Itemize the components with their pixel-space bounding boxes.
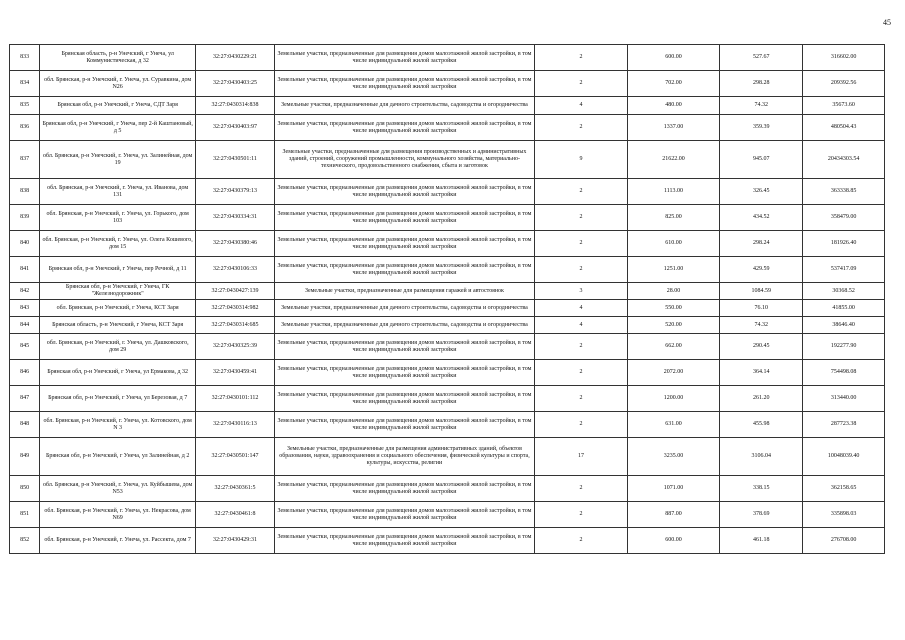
cadastral-number: 32:27:0430361:5	[196, 476, 275, 502]
area-value: 2072.00	[627, 360, 720, 386]
group-number: 17	[535, 438, 628, 476]
specific-value: 261.20	[720, 386, 803, 412]
specific-value: 326.45	[720, 179, 803, 205]
specific-value: 290.45	[720, 334, 803, 360]
address-cell: обл. Брянская, р-н Унечский, г. Унеча, ул. Залинейная, дом 19	[40, 141, 196, 179]
group-number: 3	[535, 283, 628, 300]
cadastral-number: 32:27:0430314:982	[196, 300, 275, 317]
cadastral-value: 10048039.40	[803, 438, 885, 476]
cadastral-value-table	[9, 44, 885, 554]
address-cell: Брянская область, р-н Унечский, г Унеча, КСТ Заря	[40, 317, 196, 334]
address-cell: обл. Брянская, р-н Унечский, г Унеча, КСТ Заря	[40, 300, 196, 317]
cadastral-number: 32:27:0430461:8	[196, 502, 275, 528]
specific-value: 74.32	[720, 317, 803, 334]
land-use-type: Земельные участки, предназначенные для размещения домов малоэтажной жилой застройки, в том числе индивидуальной жилой застройки	[274, 71, 534, 97]
address-cell: Брянская обл, р-н Унечский, г Унеча, ул Березовая, д 7	[40, 386, 196, 412]
table-row	[10, 412, 885, 438]
land-use-type: Земельные участки, предназначенные для размещения гаражей и автостоянок	[274, 283, 534, 300]
row-number: 834	[10, 71, 40, 97]
row-number: 833	[10, 45, 40, 71]
group-number: 2	[535, 205, 628, 231]
cadastral-number: 32:27:0430427:139	[196, 283, 275, 300]
group-number: 2	[535, 502, 628, 528]
table-row	[10, 360, 885, 386]
table-row	[10, 45, 885, 71]
table-row	[10, 317, 885, 334]
table-row	[10, 115, 885, 141]
address-cell: обл. Брянская, р-н Унечский, г. Унеча, ул. Олега Кошевого, дом 15	[40, 231, 196, 257]
land-use-type: Земельные участки, предназначенные для размещения домов малоэтажной жилой застройки, в том числе индивидуальной жилой застройки	[274, 115, 534, 141]
cadastral-number: 32:27:0430379:13	[196, 179, 275, 205]
area-value: 662.00	[627, 334, 720, 360]
cadastral-value: 192277.90	[803, 334, 885, 360]
cadastral-value: 181926.40	[803, 231, 885, 257]
land-use-type: Земельные участки, предназначенные для размещения домов малоэтажной жилой застройки, в том числе индивидуальной жилой застройки	[274, 386, 534, 412]
table-row	[10, 528, 885, 554]
address-cell: обл. Брянская, р-н Унечский, г. Унеча, ул. Дашковского, дом 29	[40, 334, 196, 360]
group-number: 2	[535, 45, 628, 71]
cadastral-value: 313440.00	[803, 386, 885, 412]
row-number: 841	[10, 257, 40, 283]
cadastral-number: 32:27:0430501:147	[196, 438, 275, 476]
cadastral-number: 32:27:0430459:41	[196, 360, 275, 386]
group-number: 9	[535, 141, 628, 179]
address-cell: Брянская обл, р-н Унечский, г Унеча, ул Ермакова, д 32	[40, 360, 196, 386]
group-number: 2	[535, 71, 628, 97]
land-use-type: Земельные участки, предназначенные для размещения домов малоэтажной жилой застройки, в том числе индивидуальной жилой застройки	[274, 412, 534, 438]
area-value: 21622.00	[627, 141, 720, 179]
address-cell: обл. Брянская, р-н Унечский, г. Унеча, ул. Иванова, дом 131	[40, 179, 196, 205]
land-use-type: Земельные участки, предназначенные для размещения домов малоэтажной жилой застройки, в том числе индивидуальной жилой застройки	[274, 528, 534, 554]
cadastral-value: 754498.08	[803, 360, 885, 386]
row-number: 840	[10, 231, 40, 257]
specific-value: 434.52	[720, 205, 803, 231]
land-use-type: Земельные участки, предназначенные для дачного строительства, садоводства и огородничества	[274, 97, 534, 115]
group-number: 2	[535, 528, 628, 554]
address-cell: обл. Брянская, р-н Унечский, г. Унеча, ул. Куйбышева, дом N53	[40, 476, 196, 502]
address-cell: Брянская обл, р-н Унечский, г Унеча, ГК "Железнодорожник"	[40, 283, 196, 300]
specific-value: 378.69	[720, 502, 803, 528]
group-number: 4	[535, 317, 628, 334]
area-value: 887.00	[627, 502, 720, 528]
area-value: 1113.00	[627, 179, 720, 205]
specific-value: 527.67	[720, 45, 803, 71]
group-number: 4	[535, 300, 628, 317]
cadastral-value: 20434303.54	[803, 141, 885, 179]
row-number: 849	[10, 438, 40, 476]
row-number: 835	[10, 97, 40, 115]
cadastral-number: 32:27:0430403:25	[196, 71, 275, 97]
specific-value: 455.98	[720, 412, 803, 438]
area-value: 702.00	[627, 71, 720, 97]
cadastral-number: 32:27:0430101:112	[196, 386, 275, 412]
cadastral-value: 30368.52	[803, 283, 885, 300]
group-number: 2	[535, 115, 628, 141]
address-cell: обл. Брянская, р-н Унечский, г. Унеча, ул. Горького, дом 103	[40, 205, 196, 231]
cadastral-value: 209392.56	[803, 71, 885, 97]
cadastral-value: 276708.00	[803, 528, 885, 554]
cadastral-value: 537417.09	[803, 257, 885, 283]
cadastral-value: 38646.40	[803, 317, 885, 334]
cadastral-value: 358479.00	[803, 205, 885, 231]
area-value: 1200.00	[627, 386, 720, 412]
group-number: 2	[535, 386, 628, 412]
specific-value: 429.59	[720, 257, 803, 283]
group-number: 2	[535, 412, 628, 438]
area-value: 1251.00	[627, 257, 720, 283]
address-cell: обл. Брянская, р-н Унечский, г. Унеча, ул. Суравкина, дом N26	[40, 71, 196, 97]
address-cell: Брянская обл, р-н Унечский, г Унеча, пер Речной, д 11	[40, 257, 196, 283]
row-number: 844	[10, 317, 40, 334]
row-number: 845	[10, 334, 40, 360]
address-cell: Брянская область, р-н Унечский, г Унеча, ул Коммунистическая, д 32	[40, 45, 196, 71]
table-row	[10, 386, 885, 412]
cadastral-number: 32:27:0430314:838	[196, 97, 275, 115]
cadastral-number: 32:27:0430106:33	[196, 257, 275, 283]
cadastral-value: 287723.38	[803, 412, 885, 438]
table-row	[10, 476, 885, 502]
page-number: 45	[883, 18, 891, 27]
cadastral-value: 35673.60	[803, 97, 885, 115]
cadastral-value: 335898.03	[803, 502, 885, 528]
land-use-type: Земельные участки, предназначенные для размещения административных зданий, объектов образования, науки, здравоохранения и социального обеспечения, физической культуры и спорта, культуры, искусства, религии	[274, 438, 534, 476]
group-number: 2	[535, 360, 628, 386]
group-number: 2	[535, 476, 628, 502]
table-row	[10, 300, 885, 317]
cadastral-value: 480504.43	[803, 115, 885, 141]
area-value: 480.00	[627, 97, 720, 115]
cadastral-value: 362158.65	[803, 476, 885, 502]
group-number: 2	[535, 257, 628, 283]
land-use-type: Земельные участки, предназначенные для размещения домов малоэтажной жилой застройки, в том числе индивидуальной жилой застройки	[274, 334, 534, 360]
cadastral-number: 32:27:0430314:685	[196, 317, 275, 334]
area-value: 1071.00	[627, 476, 720, 502]
land-use-type: Земельные участки, предназначенные для размещения домов малоэтажной жилой застройки, в том числе индивидуальной жилой застройки	[274, 179, 534, 205]
specific-value: 74.32	[720, 97, 803, 115]
cadastral-number: 32:27:0430334:31	[196, 205, 275, 231]
table-row	[10, 141, 885, 179]
specific-value: 298.24	[720, 231, 803, 257]
specific-value: 461.18	[720, 528, 803, 554]
cadastral-number: 32:27:0430501:11	[196, 141, 275, 179]
cadastral-number: 32:27:0430429:31	[196, 528, 275, 554]
row-number: 837	[10, 141, 40, 179]
specific-value: 76.10	[720, 300, 803, 317]
cadastral-number: 32:27:0430116:13	[196, 412, 275, 438]
cadastral-number: 32:27:0430325:39	[196, 334, 275, 360]
cadastral-number: 32:27:0430403:97	[196, 115, 275, 141]
land-use-type: Земельные участки, предназначенные для размещения домов малоэтажной жилой застройки, в том числе индивидуальной жилой застройки	[274, 45, 534, 71]
row-number: 842	[10, 283, 40, 300]
table-row	[10, 334, 885, 360]
row-number: 851	[10, 502, 40, 528]
address-cell: Брянская обл, р-н Унечский, г Унеча, СДТ Заря	[40, 97, 196, 115]
area-value: 825.00	[627, 205, 720, 231]
specific-value: 338.15	[720, 476, 803, 502]
table-row	[10, 231, 885, 257]
specific-value: 298.28	[720, 71, 803, 97]
group-number: 2	[535, 334, 628, 360]
cadastral-value: 316602.00	[803, 45, 885, 71]
group-number: 2	[535, 179, 628, 205]
row-number: 847	[10, 386, 40, 412]
row-number: 848	[10, 412, 40, 438]
land-use-type: Земельные участки, предназначенные для размещения домов малоэтажной жилой застройки, в том числе индивидуальной жилой застройки	[274, 257, 534, 283]
table-row	[10, 179, 885, 205]
row-number: 843	[10, 300, 40, 317]
row-number: 838	[10, 179, 40, 205]
area-value: 600.00	[627, 528, 720, 554]
row-number: 836	[10, 115, 40, 141]
group-number: 4	[535, 97, 628, 115]
address-cell: Брянская обл, р-н Унечский, г Унеча, пер 2-й Каштановый, д 5	[40, 115, 196, 141]
row-number: 850	[10, 476, 40, 502]
table-row	[10, 257, 885, 283]
land-use-type: Земельные участки, предназначенные для размещения домов малоэтажной жилой застройки, в том числе индивидуальной жилой застройки	[274, 360, 534, 386]
address-cell: Брянская обл, р-н Унечский, г Унеча, ул Залинейная, д 2	[40, 438, 196, 476]
area-value: 600.00	[627, 45, 720, 71]
land-use-type: Земельные участки, предназначенные для дачного строительства, садоводства и огородничества	[274, 317, 534, 334]
area-value: 550.00	[627, 300, 720, 317]
area-value: 28.00	[627, 283, 720, 300]
land-use-type: Земельные участки, предназначенные для размещения домов малоэтажной жилой застройки, в том числе индивидуальной жилой застройки	[274, 205, 534, 231]
area-value: 3235.00	[627, 438, 720, 476]
specific-value: 364.14	[720, 360, 803, 386]
cadastral-value: 363338.85	[803, 179, 885, 205]
specific-value: 3106.04	[720, 438, 803, 476]
land-use-type: Земельные участки, предназначенные для размещения домов малоэтажной жилой застройки, в том числе индивидуальной жилой застройки	[274, 502, 534, 528]
group-number: 2	[535, 231, 628, 257]
address-cell: обл. Брянская, р-н Унечский, г. Унеча, ул. Некрасова, дом N69	[40, 502, 196, 528]
cadastral-value: 41855.00	[803, 300, 885, 317]
table-row	[10, 502, 885, 528]
row-number: 839	[10, 205, 40, 231]
table-row	[10, 205, 885, 231]
table-row	[10, 71, 885, 97]
address-cell: обл. Брянская, р-н Унечский, г. Унеча, ул. Рассекта, дом 7	[40, 528, 196, 554]
area-value: 610.00	[627, 231, 720, 257]
area-value: 520.00	[627, 317, 720, 334]
land-use-type: Земельные участки, предназначенные для размещения производственных и административных зданий, строений, сооружений промышленности, коммунального хозяйства, материально-технического, продовольственного снабжения, сбыта и заготовок	[274, 141, 534, 179]
table-row	[10, 97, 885, 115]
row-number: 852	[10, 528, 40, 554]
row-number: 846	[10, 360, 40, 386]
land-use-type: Земельные участки, предназначенные для размещения домов малоэтажной жилой застройки, в том числе индивидуальной жилой застройки	[274, 231, 534, 257]
land-use-type: Земельные участки, предназначенные для дачного строительства, садоводства и огородничества	[274, 300, 534, 317]
address-cell: обл. Брянская, р-н Унечский, г. Унеча, ул. Котовского, дом N 3	[40, 412, 196, 438]
land-use-type: Земельные участки, предназначенные для размещения домов малоэтажной жилой застройки, в том числе индивидуальной жилой застройки	[274, 476, 534, 502]
specific-value: 359.39	[720, 115, 803, 141]
cadastral-number: 32:27:0430380:46	[196, 231, 275, 257]
area-value: 631.00	[627, 412, 720, 438]
area-value: 1337.00	[627, 115, 720, 141]
specific-value: 945.07	[720, 141, 803, 179]
table-row	[10, 283, 885, 300]
specific-value: 1084.59	[720, 283, 803, 300]
table-row	[10, 438, 885, 476]
cadastral-number: 32:27:0430229:21	[196, 45, 275, 71]
